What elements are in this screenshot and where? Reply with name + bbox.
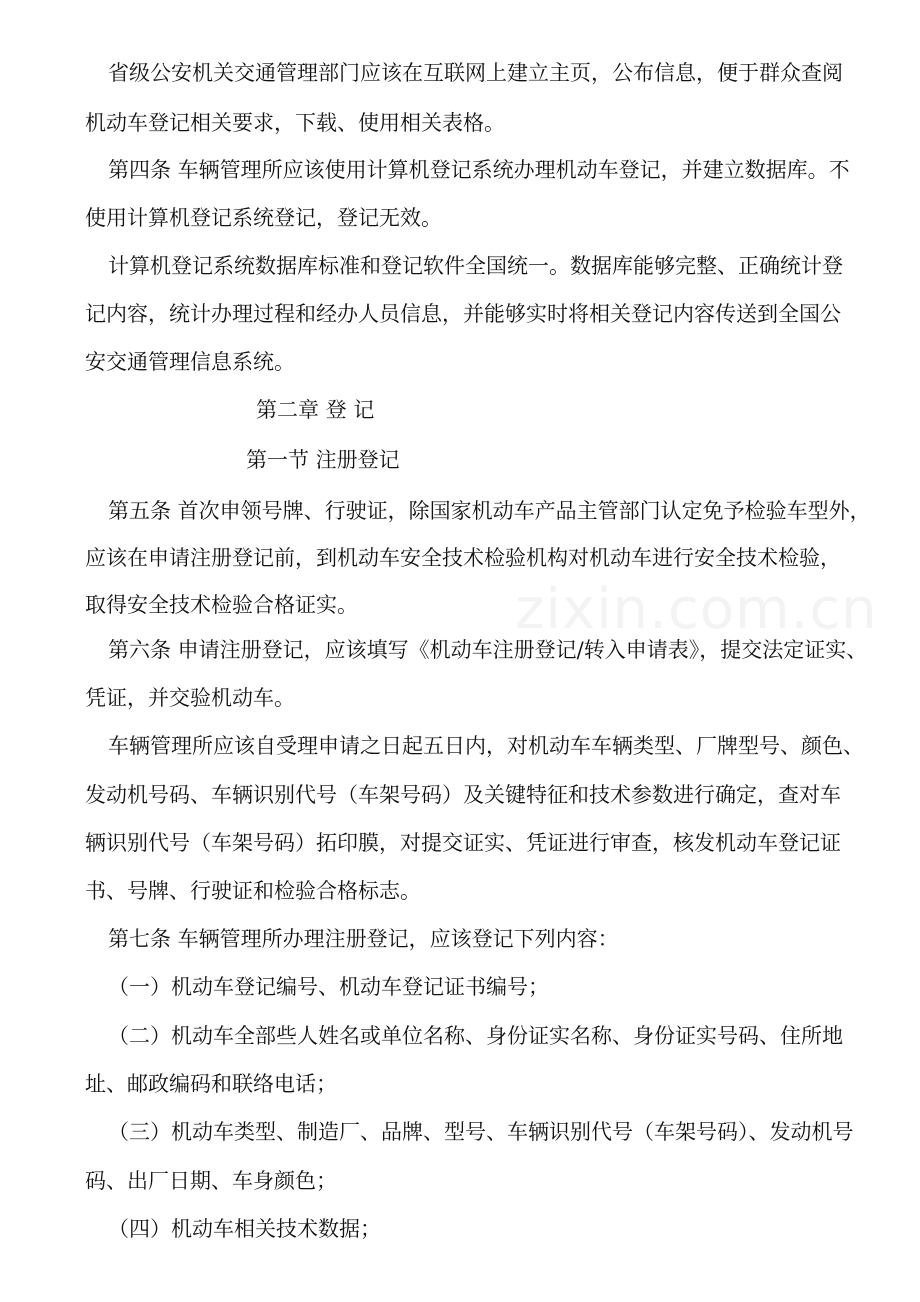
paragraph-line: 使用计算机登记系统登记，登记无效。	[85, 206, 442, 230]
list-item: （二）机动车全部些人姓名或单位名称、身份证实名称、身份证实号码、住所地	[108, 1024, 843, 1048]
paragraph-line: 码、出厂日期、车身颜色；	[85, 1169, 337, 1193]
paragraph-line: 省级公安机关交通管理部门应该在互联网上建立主页，公布信息，便于群众查阅	[108, 61, 843, 85]
paragraph-line: 记内容，统计办理过程和经办人员信息，并能够实时将相关登记内容传送到全国公	[85, 302, 841, 326]
paragraph-line: 机动车登记相关要求，下载、使用相关表格。	[85, 111, 505, 135]
article-5-line: 第五条 首次申领号牌、行驶证，除国家机动车产品主管部门认定免予检验车型外，	[108, 499, 871, 523]
paragraph-line: 辆识别代号（车架号码）拓印膜，对提交证实、凭证进行审查，核发机动车登记证	[85, 831, 841, 855]
paragraph-line: 书、号牌、行驶证和检验合格标志。	[85, 879, 421, 903]
section-heading: 第一节 注册登记	[246, 448, 400, 472]
list-item: （四）机动车相关技术数据；	[108, 1217, 381, 1241]
paragraph-line: 址、邮政编码和联络电话；	[85, 1072, 337, 1096]
paragraph-line: 车辆管理所应该自受理申请之日起五日内，对机动车车辆类型、厂牌型号、颜色、	[108, 734, 864, 758]
article-6-line: 第六条 申请注册登记，应该填写《机动车注册登记/转入申请表》，提交法定证实、	[108, 638, 868, 662]
paragraph-line: 计算机登记系统数据库标准和登记软件全国统一。数据库能够完整、正确统计登	[108, 254, 843, 278]
list-item: （三）机动车类型、制造厂、品牌、型号、车辆识别代号（车架号码）、发动机号	[108, 1120, 854, 1144]
watermark: zixin.com.cn	[515, 577, 878, 642]
paragraph-line: 凭证，并交验机动车。	[85, 686, 295, 710]
article-7-line: 第七条 车辆管理所办理注册登记，应该登记下列内容：	[108, 927, 619, 951]
paragraph-line: 发动机号码、车辆识别代号（车架号码）及关键特征和技术参数进行确定，查对车	[85, 783, 841, 807]
paragraph-line: 取得安全技术检验合格证实。	[85, 593, 358, 617]
list-item: （一）机动车登记编号、机动车登记证书编号；	[108, 975, 549, 999]
article-4-line: 第四条 车辆管理所应该使用计算机登记系统办理机动车登记，并建立数据库。不	[108, 158, 850, 182]
chapter-heading: 第二章 登 记	[256, 398, 375, 422]
paragraph-line: 应该在申请注册登记前，到机动车安全技术检验机构对机动车进行安全技术检验，	[85, 546, 841, 570]
paragraph-line: 安交通管理信息系统。	[85, 350, 295, 374]
